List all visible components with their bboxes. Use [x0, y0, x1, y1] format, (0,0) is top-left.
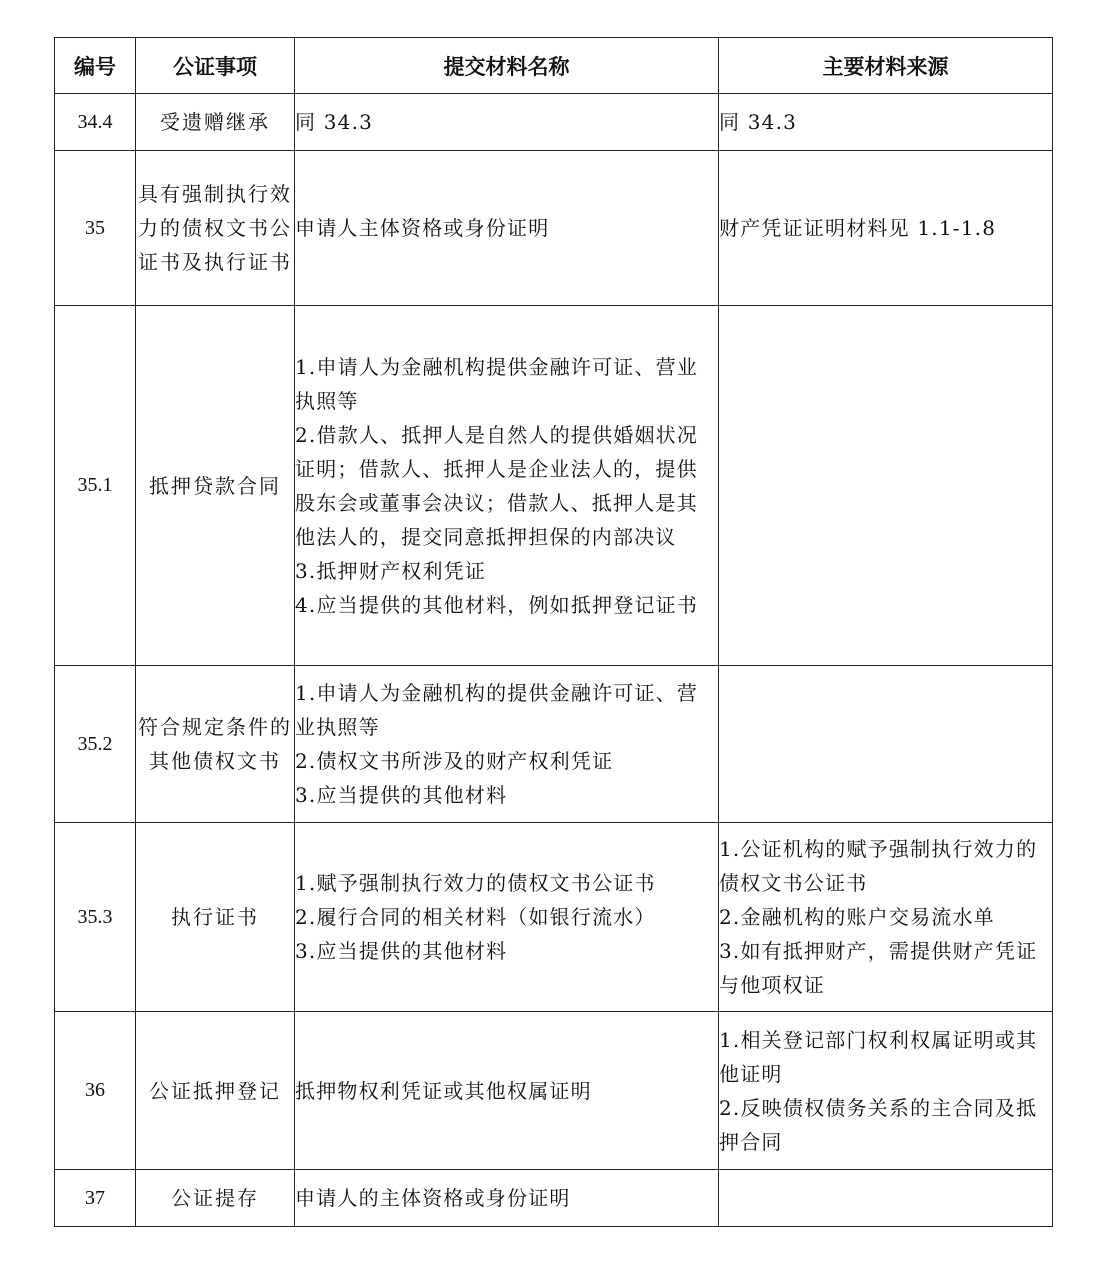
- row-number: 35.2: [55, 666, 136, 823]
- row-item: 符合规定条件的其他债权文书: [136, 666, 295, 823]
- header-sources: 主要材料来源: [719, 38, 1053, 94]
- material-line: 2.履行合同的相关材料（如银行流水）: [295, 905, 656, 929]
- source-line: 财产凭证证明材料见 1.1-1.8: [719, 216, 997, 240]
- table-row: [55, 306, 1053, 666]
- material-line: 1.申请人为金融机构提供金融许可证、营业执照等: [295, 354, 699, 413]
- material-line: 4.应当提供的其他材料，例如抵押登记证书: [295, 592, 699, 617]
- source-line: 3.如有抵押财产，需提供财产凭证与他项权证: [719, 939, 1038, 997]
- row-item: 具有强制执行效力的债权文书公证书及执行证书: [136, 151, 295, 306]
- material-line: 2.借款人、抵押人是自然人的提供婚姻状况证明；借款人、抵押人是企业法人的，提供股东会或董事会决议；借款人、抵押人是其他法人的，提交同意抵押担保的内部决议: [295, 422, 699, 549]
- row-materials: [295, 823, 719, 1012]
- row-sources: [719, 666, 1053, 823]
- material-line: 申请人主体资格或身份证明: [295, 216, 550, 240]
- row-sources: [719, 823, 1053, 1012]
- row-number: 35.1: [55, 306, 136, 666]
- material-line: 1.申请人为金融机构的提供金融许可证、营业执照等: [295, 681, 699, 739]
- source-line: 1.相关登记部门权利权属证明或其他证明: [719, 1027, 1038, 1086]
- row-materials: [295, 1170, 719, 1227]
- header-row: [55, 38, 1053, 94]
- row-item: 公证提存: [136, 1170, 295, 1227]
- row-number: 37: [55, 1170, 136, 1227]
- row-materials: [295, 151, 719, 306]
- material-line: 抵押物权利凭证或其他权属证明: [295, 1078, 592, 1103]
- row-sources: [719, 1012, 1053, 1170]
- table-row: [55, 823, 1053, 1012]
- row-number: 35: [55, 151, 136, 306]
- row-sources: [719, 151, 1053, 306]
- source-line: 1.公证机构的赋予强制执行效力的债权文书公证书: [719, 837, 1038, 895]
- row-materials: [295, 306, 719, 666]
- row-number: 36: [55, 1012, 136, 1170]
- row-materials: [295, 94, 719, 151]
- row-item: 执行证书: [136, 823, 295, 1012]
- row-item: 抵押贷款合同: [136, 306, 295, 666]
- material-line: 2.债权文书所涉及的财产权利凭证: [295, 749, 614, 773]
- row-sources: [719, 94, 1053, 151]
- material-line: 1.赋予强制执行效力的债权文书公证书: [295, 871, 656, 895]
- table-row: [55, 94, 1053, 151]
- row-materials: [295, 666, 719, 823]
- source-line: 同 34.3: [719, 110, 798, 134]
- row-number: 35.3: [55, 823, 136, 1012]
- material-line: 3.应当提供的其他材料: [295, 783, 508, 807]
- materials-table: [54, 37, 1053, 1227]
- material-line: 申请人的主体资格或身份证明: [295, 1186, 571, 1210]
- table-row: [55, 151, 1053, 306]
- material-line: 3.应当提供的其他材料: [295, 939, 508, 963]
- row-sources: [719, 306, 1053, 666]
- row-sources: [719, 1170, 1053, 1227]
- header-number: 编号: [55, 38, 136, 94]
- row-number: 34.4: [55, 94, 136, 151]
- row-item: 公证抵押登记: [136, 1012, 295, 1170]
- table-row: [55, 1170, 1053, 1227]
- row-item: 受遗赠继承: [136, 94, 295, 151]
- header-item: 公证事项: [136, 38, 295, 94]
- material-line: 3.抵押财产权利凭证: [295, 558, 487, 583]
- row-materials: [295, 1012, 719, 1170]
- source-line: 2.反映债权债务关系的主合同及抵押合同: [719, 1095, 1038, 1154]
- table-row: [55, 666, 1053, 823]
- header-materials: 提交材料名称: [295, 38, 719, 94]
- source-line: 2.金融机构的账户交易流水单: [719, 905, 995, 929]
- material-line: 同 34.3: [295, 110, 374, 134]
- table-row: [55, 1012, 1053, 1170]
